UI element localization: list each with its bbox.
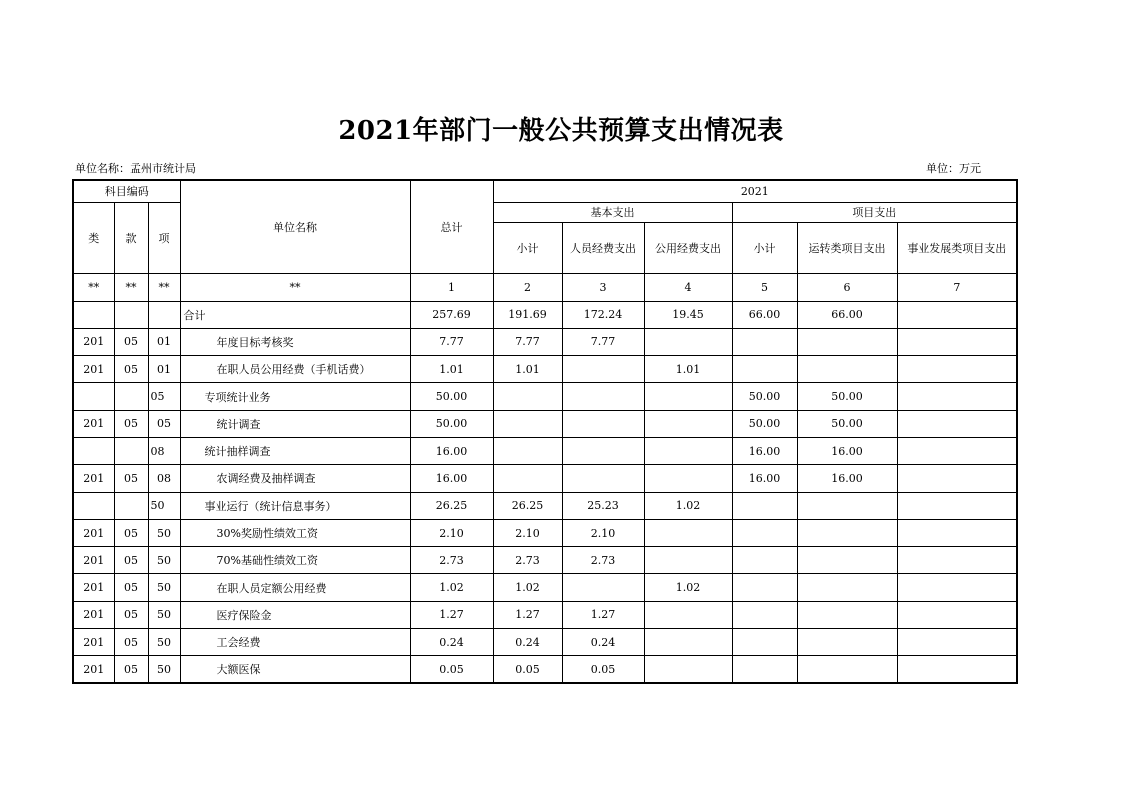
table-row — [73, 629, 1017, 656]
table-row — [73, 383, 1017, 410]
public-cell — [644, 547, 732, 574]
name-cell: 30%奖励性绩效工资 — [180, 519, 410, 546]
basic-subtotal-cell: 1.01 — [493, 356, 562, 383]
development-cell — [897, 328, 1017, 355]
project-subtotal-cell — [732, 656, 797, 683]
table-row — [73, 656, 1017, 683]
total-cell: 16.00 — [410, 465, 493, 492]
development-cell — [897, 656, 1017, 683]
basic-subtotal-cell: 191.69 — [493, 301, 562, 328]
budget-table — [72, 179, 1018, 684]
basic-subtotal-cell — [493, 383, 562, 410]
table-row — [73, 356, 1017, 383]
personnel-cell — [562, 574, 644, 601]
project-subtotal-cell: 50.00 — [732, 410, 797, 437]
total-cell: 1.01 — [410, 356, 493, 383]
personnel-cell — [562, 383, 644, 410]
public-cell — [644, 629, 732, 656]
index-cell: 5 — [732, 273, 797, 301]
kuan-cell — [114, 492, 148, 519]
public-cell: 1.02 — [644, 492, 732, 519]
name-cell: 70%基础性绩效工资 — [180, 547, 410, 574]
public-cell: 19.45 — [644, 301, 732, 328]
index-cell: 3 — [562, 273, 644, 301]
personnel-cell: 0.05 — [562, 656, 644, 683]
name-cell: 在职人员定额公用经费 — [180, 574, 410, 601]
development-cell — [897, 574, 1017, 601]
basic-subtotal-cell — [493, 410, 562, 437]
xiang-header: 项 — [148, 202, 180, 273]
operation-cell: 50.00 — [797, 410, 897, 437]
basic-subtotal-cell: 7.77 — [493, 328, 562, 355]
year-header: 2021 — [493, 180, 1017, 202]
basic-subtotal-cell: 1.02 — [493, 574, 562, 601]
development-cell — [897, 601, 1017, 628]
project-subtotal-cell: 66.00 — [732, 301, 797, 328]
kuan-cell: 05 — [114, 629, 148, 656]
kuan-cell: 05 — [114, 465, 148, 492]
total-cell: 1.27 — [410, 601, 493, 628]
lei-cell: 201 — [73, 629, 114, 656]
development-cell — [897, 383, 1017, 410]
xiang-cell: 05 — [148, 410, 180, 437]
xiang-cell: 50 — [148, 547, 180, 574]
basic-subtotal-cell: 2.73 — [493, 547, 562, 574]
kuan-cell — [114, 437, 148, 464]
development-cell — [897, 547, 1017, 574]
kuan-cell: 05 — [114, 519, 148, 546]
operation-cell — [797, 629, 897, 656]
public-cell — [644, 519, 732, 546]
name-cell: 事业运行（统计信息事务） — [180, 492, 410, 519]
index-cell: 4 — [644, 273, 732, 301]
name-cell: 统计调查 — [180, 410, 410, 437]
total-header: 总计 — [410, 180, 493, 273]
operation-cell — [797, 356, 897, 383]
basic-subtotal-cell — [493, 465, 562, 492]
personnel-cell: 2.73 — [562, 547, 644, 574]
kuan-cell: 05 — [114, 601, 148, 628]
project-subtotal-cell — [732, 574, 797, 601]
personnel-cell: 25.23 — [562, 492, 644, 519]
xiang-cell: 08 — [148, 465, 180, 492]
currency-unit-label: 单位：万元 — [926, 162, 981, 175]
total-cell: 16.00 — [410, 437, 493, 464]
table-row — [73, 519, 1017, 546]
development-cell — [897, 437, 1017, 464]
public-cell: 1.01 — [644, 356, 732, 383]
lei-cell — [73, 383, 114, 410]
development-cell — [897, 629, 1017, 656]
public-cell — [644, 410, 732, 437]
index-row — [73, 273, 1017, 301]
development-cell — [897, 301, 1017, 328]
kuan-cell: 05 — [114, 574, 148, 601]
project-subtotal-cell: 16.00 — [732, 465, 797, 492]
table-row — [73, 328, 1017, 355]
index-cell: ** — [180, 273, 410, 301]
index-cell: 7 — [897, 273, 1017, 301]
table-row — [73, 547, 1017, 574]
basic-subtotal-cell: 1.27 — [493, 601, 562, 628]
personnel-cell: 1.27 — [562, 601, 644, 628]
lei-cell: 201 — [73, 547, 114, 574]
xiang-cell — [148, 301, 180, 328]
operation-project-header: 运转类项目支出 — [797, 222, 897, 273]
project-subtotal-cell: 50.00 — [732, 383, 797, 410]
table-row — [73, 465, 1017, 492]
total-cell: 257.69 — [410, 301, 493, 328]
development-project-header: 事业发展类项目支出 — [897, 222, 1017, 273]
xiang-cell: 01 — [148, 356, 180, 383]
total-cell: 2.10 — [410, 519, 493, 546]
name-cell: 医疗保险金 — [180, 601, 410, 628]
lei-cell: 201 — [73, 656, 114, 683]
personnel-cell: 172.24 — [562, 301, 644, 328]
xiang-cell: 50 — [148, 519, 180, 546]
table-row — [73, 410, 1017, 437]
personnel-cell — [562, 356, 644, 383]
index-cell: 2 — [493, 273, 562, 301]
xiang-cell: 50 — [148, 574, 180, 601]
name-cell: 专项统计业务 — [180, 383, 410, 410]
personnel-expense-header: 人员经费支出 — [562, 222, 644, 273]
kuan-header: 款 — [114, 202, 148, 273]
index-cell: ** — [73, 273, 114, 301]
basic-subtotal-cell: 2.10 — [493, 519, 562, 546]
public-cell — [644, 383, 732, 410]
personnel-cell: 7.77 — [562, 328, 644, 355]
total-cell: 0.05 — [410, 656, 493, 683]
project-subtotal-cell: 16.00 — [732, 437, 797, 464]
project-expense-header: 项目支出 — [732, 202, 1017, 222]
table-row — [73, 301, 1017, 328]
unit-name-label: 单位名称：孟州市统计局 — [75, 162, 196, 175]
personnel-cell: 0.24 — [562, 629, 644, 656]
lei-cell: 201 — [73, 356, 114, 383]
basic-subtotal-cell: 0.05 — [493, 656, 562, 683]
page-title: 2021年部门一般公共预算支出情况表 — [338, 116, 784, 146]
operation-cell — [797, 656, 897, 683]
kuan-cell: 05 — [114, 356, 148, 383]
project-subtotal-cell — [732, 492, 797, 519]
index-cell: 1 — [410, 273, 493, 301]
public-cell — [644, 465, 732, 492]
project-subtotal-cell — [732, 629, 797, 656]
total-cell: 50.00 — [410, 383, 493, 410]
kuan-cell — [114, 301, 148, 328]
total-cell: 0.24 — [410, 629, 493, 656]
project-subtotal-cell — [732, 547, 797, 574]
kuan-cell: 05 — [114, 410, 148, 437]
xiang-cell: 01 — [148, 328, 180, 355]
xiang-cell: 50 — [148, 656, 180, 683]
name-cell: 在职人员公用经费（手机话费） — [180, 356, 410, 383]
index-cell: 6 — [797, 273, 897, 301]
lei-header: 类 — [73, 202, 114, 273]
operation-cell — [797, 601, 897, 628]
development-cell — [897, 492, 1017, 519]
xiang-cell: 08 — [148, 437, 180, 464]
operation-cell: 50.00 — [797, 383, 897, 410]
total-cell: 2.73 — [410, 547, 493, 574]
public-cell — [644, 601, 732, 628]
operation-cell: 66.00 — [797, 301, 897, 328]
kuan-cell: 05 — [114, 547, 148, 574]
development-cell — [897, 356, 1017, 383]
kuan-cell: 05 — [114, 328, 148, 355]
public-cell — [644, 328, 732, 355]
lei-cell: 201 — [73, 410, 114, 437]
xiang-cell: 50 — [148, 629, 180, 656]
lei-cell — [73, 301, 114, 328]
public-cell — [644, 437, 732, 464]
project-subtotal-header: 小计 — [732, 222, 797, 273]
name-cell: 工会经费 — [180, 629, 410, 656]
project-subtotal-cell — [732, 519, 797, 546]
basic-subtotal-cell: 26.25 — [493, 492, 562, 519]
basic-subtotal-cell: 0.24 — [493, 629, 562, 656]
kuan-cell: 05 — [114, 656, 148, 683]
public-cell — [644, 656, 732, 683]
development-cell — [897, 410, 1017, 437]
xiang-cell: 50 — [148, 492, 180, 519]
kuan-cell — [114, 383, 148, 410]
public-expense-header: 公用经费支出 — [644, 222, 732, 273]
table-row — [73, 574, 1017, 601]
name-cell: 大额医保 — [180, 656, 410, 683]
lei-cell: 201 — [73, 601, 114, 628]
subject-code-header: 科目编码 — [73, 180, 180, 202]
basic-subtotal-cell — [493, 437, 562, 464]
xiang-cell: 05 — [148, 383, 180, 410]
name-cell: 统计抽样调查 — [180, 437, 410, 464]
public-cell: 1.02 — [644, 574, 732, 601]
name-cell: 合计 — [180, 301, 410, 328]
lei-cell: 201 — [73, 574, 114, 601]
table-row — [73, 492, 1017, 519]
name-cell: 农调经费及抽样调查 — [180, 465, 410, 492]
operation-cell — [797, 574, 897, 601]
lei-cell: 201 — [73, 519, 114, 546]
operation-cell: 16.00 — [797, 437, 897, 464]
project-subtotal-cell — [732, 328, 797, 355]
operation-cell — [797, 492, 897, 519]
unit-name-header: 单位名称 — [180, 180, 410, 273]
index-cell: ** — [148, 273, 180, 301]
operation-cell — [797, 519, 897, 546]
lei-cell — [73, 492, 114, 519]
total-cell: 1.02 — [410, 574, 493, 601]
development-cell — [897, 519, 1017, 546]
lei-cell: 201 — [73, 328, 114, 355]
operation-cell: 16.00 — [797, 465, 897, 492]
name-cell: 年度目标考核奖 — [180, 328, 410, 355]
development-cell — [897, 465, 1017, 492]
lei-cell: 201 — [73, 465, 114, 492]
personnel-cell — [562, 465, 644, 492]
operation-cell — [797, 547, 897, 574]
basic-expense-header: 基本支出 — [493, 202, 732, 222]
basic-subtotal-header: 小计 — [493, 222, 562, 273]
total-cell: 7.77 — [410, 328, 493, 355]
xiang-cell: 50 — [148, 601, 180, 628]
personnel-cell — [562, 437, 644, 464]
total-cell: 26.25 — [410, 492, 493, 519]
operation-cell — [797, 328, 897, 355]
project-subtotal-cell — [732, 601, 797, 628]
lei-cell — [73, 437, 114, 464]
personnel-cell: 2.10 — [562, 519, 644, 546]
index-cell: ** — [114, 273, 148, 301]
table-row — [73, 437, 1017, 464]
personnel-cell — [562, 410, 644, 437]
table-row — [73, 601, 1017, 628]
project-subtotal-cell — [732, 356, 797, 383]
total-cell: 50.00 — [410, 410, 493, 437]
